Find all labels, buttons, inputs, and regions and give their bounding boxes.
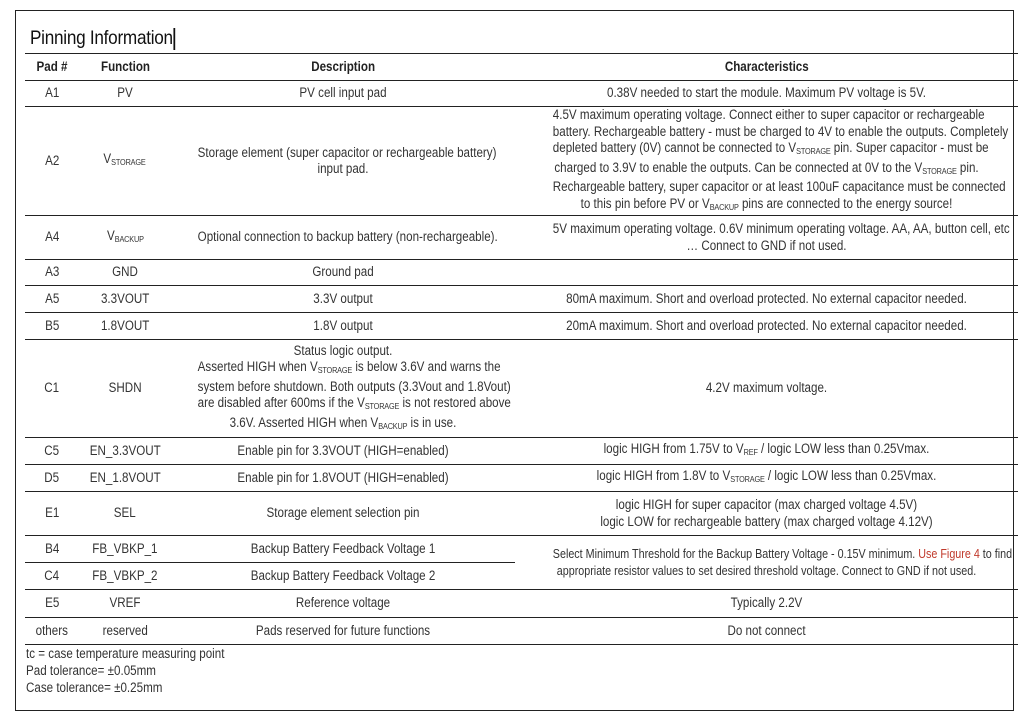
header-pad: Pad # xyxy=(25,54,79,81)
description-cell xyxy=(171,438,515,465)
characteristics-cell-line: 20mA maximum. Short and overload protected. No external capacitor needed. xyxy=(566,317,967,333)
function-cell: reserved xyxy=(79,618,171,645)
characteristics-cell xyxy=(515,340,1018,438)
characteristics-cell-line: 0.38V needed to start the module. Maximum PV voltage is 5V. xyxy=(606,85,927,101)
note-pad-tolerance: Pad tolerance= ±0.05mm xyxy=(26,663,156,678)
table-row xyxy=(25,81,1018,107)
description-cell xyxy=(171,107,515,216)
characteristics-cell-line: Do not connect xyxy=(727,622,806,638)
characteristics-cell-line: 4.2V maximum voltage. xyxy=(705,380,828,396)
header-function: Function xyxy=(79,54,171,81)
table-row xyxy=(25,465,1018,492)
description-cell-line: PV cell input pad xyxy=(299,85,387,101)
pad-cell: A1 xyxy=(25,81,79,107)
characteristics-cell xyxy=(515,260,1018,286)
description-cell xyxy=(171,465,515,492)
function-cell: 3.3VOUT xyxy=(79,286,171,313)
table-row xyxy=(25,438,1018,465)
description-cell-line: Enable pin for 3.3VOUT (HIGH=enabled) xyxy=(237,442,449,458)
note-case-temperature: tc = case temperature measuring point xyxy=(26,646,225,661)
subscript: BACKUP xyxy=(378,420,408,431)
description-cell-line: are disabled after 600ms if the $V_{STORAGE}$ is not restored above xyxy=(197,395,511,412)
note-case-tolerance: Case tolerance= ±0.25mm xyxy=(26,680,163,695)
description-cell-line: Ground pad xyxy=(312,264,374,280)
table-row xyxy=(25,216,1018,260)
characteristics-cell-line: logic HIGH from 1.8V to $V_{STORAGE}$ / logic LOW less than 0.25Vmax. xyxy=(596,468,937,485)
characteristics-cell-line: Rechargeable battery, super capacitor or at least 100uF capacitance must be connected xyxy=(552,179,1006,194)
description-cell-line: Optional connection to backup battery (non-rechargeable). xyxy=(197,229,498,245)
pad-cell: A4 xyxy=(25,216,79,260)
description-cell-line: Status logic output. xyxy=(293,342,393,358)
function-cell: VREF xyxy=(79,590,171,618)
description-cell xyxy=(171,286,515,313)
characteristics-cell-line: logic HIGH for super capacitor (max charged voltage 4.5V) xyxy=(615,497,918,512)
table-header-row xyxy=(25,54,1018,81)
header-characteristics: Characteristics xyxy=(515,54,1018,81)
function-cell: SEL xyxy=(79,492,171,536)
characteristics-cell xyxy=(515,618,1018,645)
characteristics-cell xyxy=(515,590,1018,618)
pad-cell: C1 xyxy=(25,340,79,438)
description-cell xyxy=(171,563,515,590)
function-cell: 1.8VOUT xyxy=(79,313,171,340)
pad-cell: B5 xyxy=(25,313,79,340)
pinning-information-panel xyxy=(15,10,1014,711)
table-row xyxy=(25,107,1018,216)
subscript: STORAGE xyxy=(796,146,831,156)
subscript: BACKUP xyxy=(709,201,739,212)
characteristics-cell xyxy=(515,492,1018,536)
description-cell xyxy=(171,313,515,340)
feedback-characteristics-cell: Select Minimum Threshold for the Backup Battery Voltage - 0.15V minimum. Use Figure 4 to find appropriate resistor values to set desired threshold voltage. Connect to GND if not used. xyxy=(515,536,1018,590)
description-cell-line: Storage element selection pin xyxy=(266,505,420,521)
description-cell xyxy=(171,260,515,286)
table-row xyxy=(25,536,1018,563)
characteristics-cell-line: 4.5V maximum operating voltage. Connect either to super capacitor or rechargeable xyxy=(552,107,985,122)
subscript: REF xyxy=(743,447,758,458)
table-row xyxy=(25,618,1018,645)
pinning-table xyxy=(25,53,1018,645)
characteristics-cell xyxy=(515,286,1018,313)
footnotes xyxy=(26,645,257,696)
pad-cell: B4 xyxy=(25,536,79,563)
characteristics-cell-line: battery. Rechargeable battery - must be charged to 4V to enable the outputs. Completely xyxy=(552,123,1009,139)
characteristics-cell xyxy=(515,81,1018,107)
table-row xyxy=(25,492,1018,536)
description-cell xyxy=(171,216,515,260)
function-cell: $V_{BACKUP}$ xyxy=(79,216,171,260)
description-cell xyxy=(171,81,515,107)
text-cursor xyxy=(174,28,175,50)
table-row xyxy=(25,340,1018,438)
section-title xyxy=(30,27,175,50)
subscript: STORAGE xyxy=(730,474,765,485)
description-cell-line: 1.8V output xyxy=(313,317,373,333)
pad-cell: A3 xyxy=(25,260,79,286)
characteristics-cell-line: 80mA maximum. Short and overload protected. No external capacitor needed. xyxy=(566,290,967,306)
function-cell: EN_1.8VOUT xyxy=(79,465,171,492)
function-cell: $V_{STORAGE}$ xyxy=(79,107,171,216)
pad-cell: E1 xyxy=(25,492,79,536)
description-cell-line: 3.3V output xyxy=(313,290,373,306)
characteristics-cell xyxy=(515,313,1018,340)
table-row xyxy=(25,260,1018,286)
table-row xyxy=(25,313,1018,340)
table-row xyxy=(25,286,1018,313)
table-body xyxy=(25,81,1018,645)
description-cell xyxy=(171,590,515,618)
subscript: STORAGE xyxy=(922,165,957,176)
function-cell: GND xyxy=(79,260,171,286)
function-cell: FB_VBKP_1 xyxy=(79,536,171,563)
description-cell-line: Storage element (super capacitor or rechargeable battery) xyxy=(197,144,497,160)
description-cell-line: Backup Battery Feedback Voltage 2 xyxy=(250,567,436,583)
figure-4-link[interactable]: Use Figure 4 xyxy=(918,547,980,561)
function-cell: PV xyxy=(79,81,171,107)
characteristics-cell xyxy=(515,216,1018,260)
description-cell-line: Reference voltage xyxy=(295,595,391,611)
pad-cell: A2 xyxy=(25,107,79,216)
description-cell xyxy=(171,340,515,438)
description-cell-line: system before shutdown. Both outputs (3.3Vout and 1.8Vout) xyxy=(197,378,511,394)
characteristics-cell xyxy=(515,465,1018,492)
pad-cell: D5 xyxy=(25,465,79,492)
description-cell-line: input pad. xyxy=(317,161,369,176)
description-cell-line: 3.6V. Asserted HIGH when $V_{BACKUP}$ is in use. xyxy=(229,414,457,431)
description-cell xyxy=(171,618,515,645)
subscript: STORAGE xyxy=(111,157,147,168)
header-description: Description xyxy=(171,54,515,81)
description-cell-line: Pads reserved for future functions xyxy=(255,622,431,638)
subscript: STORAGE xyxy=(317,365,353,376)
characteristics-cell xyxy=(515,107,1018,216)
table-row xyxy=(25,590,1018,618)
description-cell-line: Backup Battery Feedback Voltage 1 xyxy=(250,540,436,556)
section-title-text: Pinning Information xyxy=(30,27,173,49)
characteristics-cell-line: to this pin before PV or $V_{BACKUP}$ pins are connected to the energy source! xyxy=(580,195,953,212)
characteristics-cell-line: … Connect to GND if not used. xyxy=(686,237,847,253)
characteristics-cell xyxy=(515,438,1018,465)
description-cell-line: Asserted HIGH when $V_{STORAGE}$ is below 3.6V and warns the xyxy=(197,359,501,376)
function-cell: FB_VBKP_2 xyxy=(79,563,171,590)
function-cell: EN_3.3VOUT xyxy=(79,438,171,465)
pad-cell: A5 xyxy=(25,286,79,313)
pad-cell: C4 xyxy=(25,563,79,590)
description-cell xyxy=(171,536,515,563)
characteristics-cell-line: charged to 3.9V to enable the outputs. Can be connected at 0V to the $V_{STORAGE}$ pin. xyxy=(554,159,979,176)
characteristics-cell-line: logic LOW for rechargeable battery (max charged voltage 4.12V) xyxy=(600,513,933,529)
pad-cell: E5 xyxy=(25,590,79,618)
function-cell: SHDN xyxy=(79,340,171,438)
subscript: BACKUP xyxy=(114,233,144,244)
subscript: STORAGE xyxy=(364,401,400,412)
characteristics-cell-line: 5V maximum operating voltage. 0.6V minimum operating voltage. AA, AA, button cell, etc xyxy=(552,221,1010,236)
description-cell xyxy=(171,492,515,536)
pad-cell: others xyxy=(25,618,79,645)
characteristics-cell-line: depleted battery (0V) cannot be connected to $V_{STORAGE}$ pin. Super capacitor - must be xyxy=(552,140,989,156)
characteristics-cell-line: logic HIGH from 1.75V to $V_{REF}$ / logic LOW less than 0.25Vmax. xyxy=(603,441,930,458)
pad-cell: C5 xyxy=(25,438,79,465)
characteristics-cell-line: Typically 2.2V xyxy=(730,595,803,611)
description-cell-line: Enable pin for 1.8VOUT (HIGH=enabled) xyxy=(237,469,449,485)
